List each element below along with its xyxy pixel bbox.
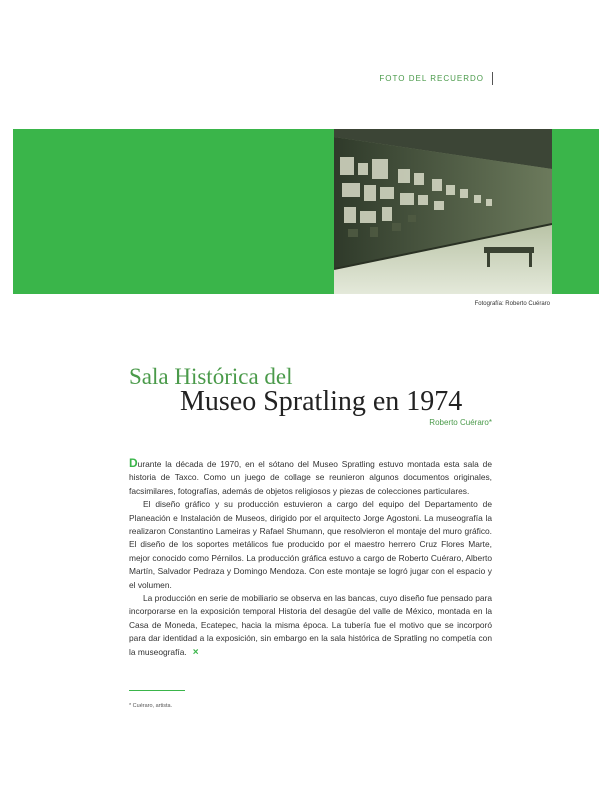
photo-credit: Fotografía: Roberto Cuéraro: [474, 301, 550, 307]
paragraph-3: [129, 592, 492, 659]
paragraph-text: urante la década de 1970, en el sótano del Museo Spratling estuvo montada esta sala de historia de Taxco. Como un juego de collage se reunieron algunos documentos originales, facsimilares, fotografías, además de objetos religiosos y piezas de colecciones particulares.: [129, 459, 492, 496]
section-label: FOTO DEL RECUERDO: [379, 74, 484, 83]
footnote: * Cuéraro, artista.: [129, 703, 173, 709]
paragraph-2: [129, 498, 492, 592]
drop-cap: D: [129, 456, 138, 470]
green-band-right: [552, 129, 599, 294]
article-body: [129, 457, 492, 659]
paragraph-1: [129, 457, 492, 498]
footnote-rule: [129, 690, 185, 691]
green-band-left: [13, 129, 334, 294]
section-divider: [492, 72, 493, 85]
end-mark-icon: ×: [192, 646, 199, 658]
article-title-line1: Sala Histórica del: [129, 364, 293, 389]
museum-photo: [334, 129, 552, 294]
paragraph-text: La producción en serie de mobiliario se observa en las bancas, cuyo diseño fue pensado para incorporarse en la exposición temporal Historia del desagüe del valle de México, montada en la Casa de Moneda, Ecatepec, hacia la misma época. La tubería fue el motivo que se incorporó para dar identidad a la exposición, sin embargo en la sala histórica de Spratling no competía con la museografía.: [129, 593, 492, 657]
article-title-line2: Museo Spratling en 1974: [180, 386, 463, 417]
article-author: Roberto Cuéraro*: [429, 418, 492, 427]
paragraph-text: El diseño gráfico y su producción estuvieron a cargo del equipo del Departamento de Planeación e Instalación de Museos, dirigido por el arquitecto Jorge Agostoni. La museografía la realizaron Constantino Lameiras y Rafael Shumann, que resolvieron el montaje del muro gráfico. El diseño de los soportes metálicos fue producido por el maestro herrero Cruz Flores Marte, mejor conocido como Pérnilos. La producción gráfica estuvo a cargo de Roberto Cuéraro, Alberto Martín, Salvador Pedraza y Domingo Mendoza. Con este montaje se logró jugar con el espacio y el volumen.: [129, 499, 492, 590]
